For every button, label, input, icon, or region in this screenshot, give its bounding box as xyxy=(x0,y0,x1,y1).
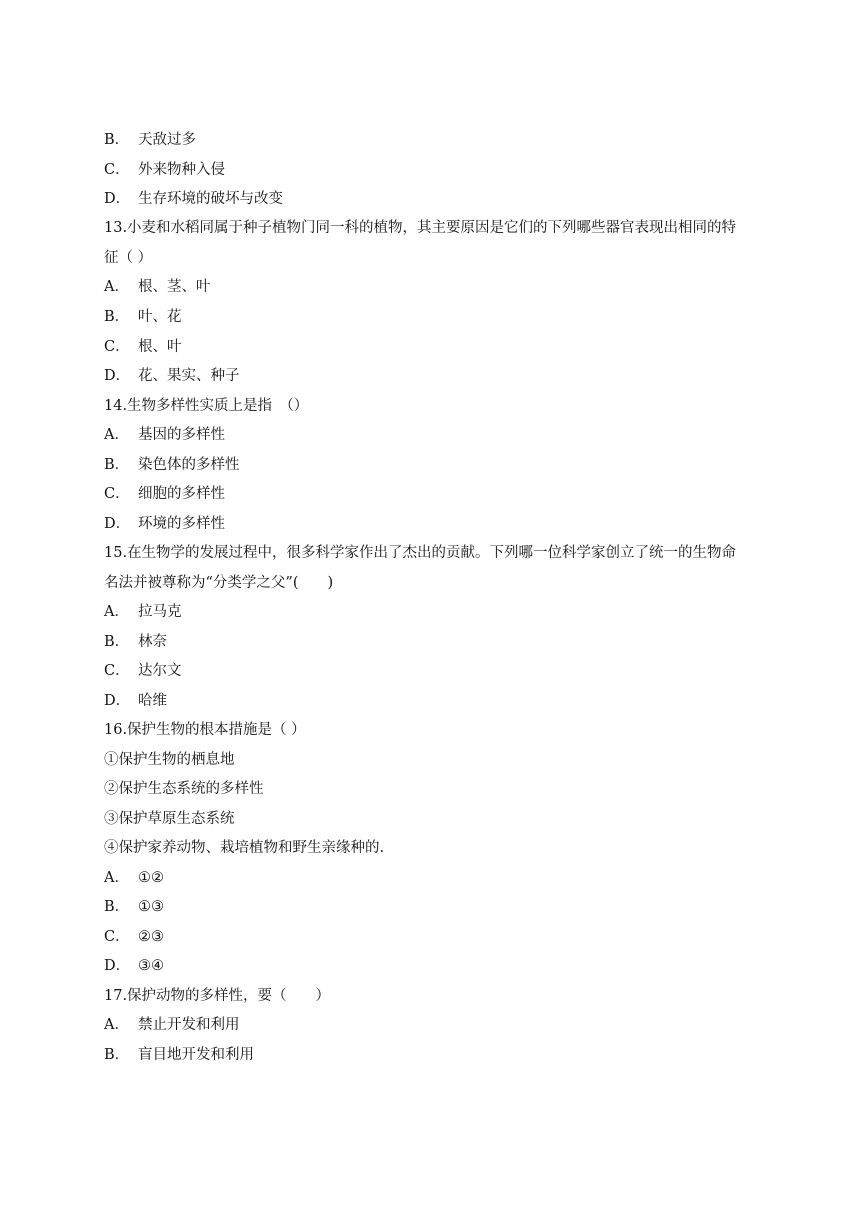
option-text: 天敌过多 xyxy=(138,132,196,148)
q17-stem: 17.保护动物的多样性，要（ ） xyxy=(104,988,331,1004)
q16-option-a xyxy=(104,868,164,888)
option-letter: B． xyxy=(104,132,130,148)
option-text: 细胞的多样性 xyxy=(138,486,225,502)
option-letter: C． xyxy=(104,162,130,178)
option-text: 哈维 xyxy=(138,693,167,709)
q17-option-b xyxy=(104,1045,254,1065)
option-letter: C． xyxy=(104,339,130,355)
q14-option-b xyxy=(104,455,240,475)
q16-option-b xyxy=(104,897,164,917)
q16-item-3: ③保护草原生态系统 xyxy=(104,811,235,827)
option-letter: B． xyxy=(104,1047,130,1063)
option-letter: A． xyxy=(104,427,129,443)
q12-option-c xyxy=(104,160,225,180)
option-letter: C． xyxy=(104,663,130,679)
option-letter: C． xyxy=(104,486,130,502)
option-text: 盲目地开发和利用 xyxy=(138,1047,254,1063)
option-text: 根、叶 xyxy=(138,339,182,355)
option-text: 外来物种入侵 xyxy=(138,162,225,178)
q15-option-b xyxy=(104,632,167,652)
q15-stem-line2: 名法并被尊称为“分类学之父”( ) xyxy=(104,575,334,591)
q13-option-b xyxy=(104,307,182,327)
q14-option-c xyxy=(104,484,225,504)
option-text: ③④ xyxy=(138,958,164,974)
q13-stem-line2: 征（ ） xyxy=(104,250,153,266)
q15-option-a xyxy=(104,602,182,622)
q14-option-a xyxy=(104,425,225,445)
option-letter: D． xyxy=(104,958,131,974)
option-text: 拉马克 xyxy=(138,604,182,620)
option-letter: D． xyxy=(104,191,131,207)
option-text: 禁止开发和利用 xyxy=(138,1017,240,1033)
q14-stem: 14.生物多样性实质上是指 （） xyxy=(104,398,309,414)
option-letter: B． xyxy=(104,457,130,473)
option-letter: C． xyxy=(104,929,130,945)
option-text: 花、果实、种子 xyxy=(138,368,240,384)
option-letter: D． xyxy=(104,693,131,709)
q13-stem-line1: 13.小麦和水稻同属于种子植物门同一科的植物，其主要原因是它们的下列哪些器官表现出相同的特 xyxy=(104,220,737,236)
q13-option-c xyxy=(104,337,182,357)
q15-option-c xyxy=(104,661,182,681)
q16-item-2: ②保护生态系统的多样性 xyxy=(104,781,264,797)
option-letter: A． xyxy=(104,870,129,886)
q15-option-d xyxy=(104,691,167,711)
q14-option-d xyxy=(104,514,225,534)
option-letter: A． xyxy=(104,1017,129,1033)
option-text: 林奈 xyxy=(138,634,167,650)
option-text: ②③ xyxy=(138,929,164,945)
q16-option-d xyxy=(104,956,164,976)
q16-item-1: ①保护生物的栖息地 xyxy=(104,752,235,768)
option-letter: B． xyxy=(104,309,130,325)
option-letter: B． xyxy=(104,899,130,915)
q16-stem: 16.保护生物的根本措施是（ ） xyxy=(104,722,306,738)
option-text: 根、茎、叶 xyxy=(138,279,211,295)
option-text: ①② xyxy=(138,870,164,886)
option-text: 达尔文 xyxy=(138,663,182,679)
option-letter: D． xyxy=(104,516,131,532)
q16-item-4: ④保护家养动物、栽培植物和野生亲缘种的. xyxy=(104,840,385,856)
option-text: ①③ xyxy=(138,899,164,915)
q13-option-d xyxy=(104,366,240,386)
option-text: 生存环境的破坏与改变 xyxy=(138,191,283,207)
option-letter: D． xyxy=(104,368,131,384)
option-letter: B． xyxy=(104,634,130,650)
q12-option-d xyxy=(104,189,283,209)
q15-stem-line1: 15.在生物学的发展过程中，很多科学家作出了杰出的贡献。下列哪一位科学家创立了统一的生物命 xyxy=(104,545,737,561)
option-letter: A． xyxy=(104,604,129,620)
q16-option-c xyxy=(104,927,164,947)
q13-option-a xyxy=(104,277,211,297)
option-text: 环境的多样性 xyxy=(138,516,225,532)
option-letter: A． xyxy=(104,279,129,295)
q17-option-a xyxy=(104,1015,240,1035)
option-text: 叶、花 xyxy=(138,309,182,325)
option-text: 染色体的多样性 xyxy=(138,457,240,473)
q12-option-b xyxy=(104,130,196,150)
option-text: 基因的多样性 xyxy=(138,427,225,443)
